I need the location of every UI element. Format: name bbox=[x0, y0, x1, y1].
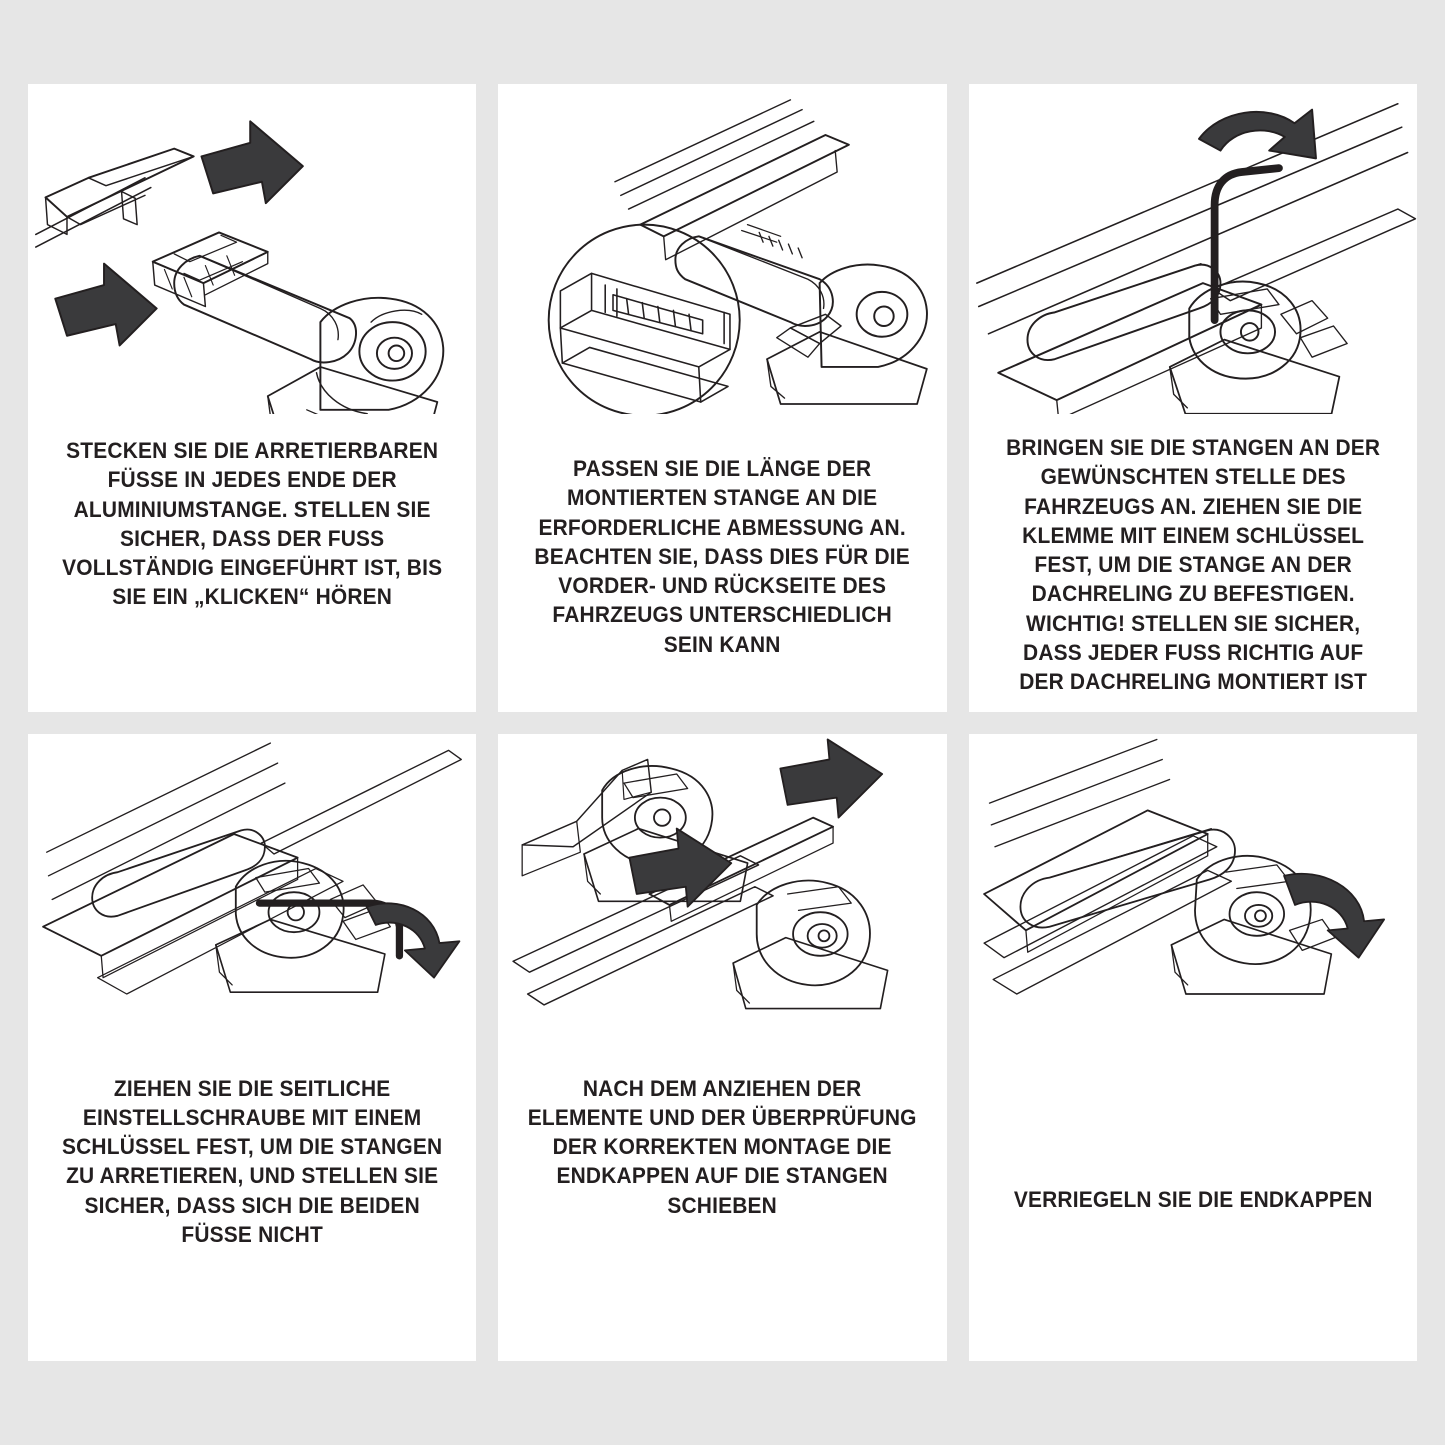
illustration-side-adjust-screw bbox=[28, 734, 476, 1034]
caption-wrap-step-3 bbox=[969, 414, 1417, 712]
caption-step-6: VERRIEGELN SIE DIE ENDKAPPEN bbox=[1013, 1186, 1373, 1212]
illustration-lock-end-caps bbox=[969, 734, 1417, 1034]
instruction-panel-step-3 bbox=[969, 84, 1417, 712]
instruction-panel-step-5 bbox=[498, 734, 946, 1362]
caption-step-3: BRINGEN SIE DIE STANGEN AN DER GEWÜNSCHTEN STELLE DES FAHRZEUGS AN. ZIEHEN SIE DIE KLEMME MIT EINEM SCHLÜSSEL FEST, UM DIE STANGE AN DER DACHRELING ZU BEFESTIGEN. WICHTIG! STELLEN SIE SICHER, DASS JEDER FUSS RICHTIG AUF DER DACHRELING MONTIERT IST bbox=[1005, 435, 1380, 695]
caption-step-2: PASSEN SIE DIE LÄNGE DER MONTIERTEN STANGE AN DIE ERFORDERLICHE ABMESSUNG AN. BEACHTEN SIE, DASS DIES FÜR DIE VORDER- UND RÜCKSEITE DES FAHRZEUGS UNTERSCHIEDLICH SEIN KANN bbox=[534, 456, 911, 657]
instruction-panel-step-1 bbox=[28, 84, 476, 712]
caption-wrap-step-1 bbox=[28, 414, 476, 712]
illustration-slide-end-caps bbox=[498, 734, 946, 1034]
caption-step-4: ZIEHEN SIE DIE SEITLICHE EINSTELLSCHRAUBE MIT EINEM SCHLÜSSEL FEST, UM DIE STANGEN ZU ARRETIEREN, UND STELLEN SIE SICHER, DASS SICH DIE BEIDEN FÜSSE NICHT bbox=[61, 1075, 443, 1247]
instruction-panel-step-4 bbox=[28, 734, 476, 1362]
caption-step-1: STECKEN SIE DIE ARRETIERBAREN FÜSSE IN JEDES ENDE DER ALUMINIUMSTANGE. STELLEN SIE SICHER, DASS DER FUSS VOLLSTÄNDIG EINGEFÜHRT IST, BIS SIE EIN „KLICKEN“ HÖREN bbox=[62, 438, 443, 610]
caption-wrap-step-2 bbox=[498, 414, 946, 712]
caption-wrap-step-4 bbox=[28, 1034, 476, 1362]
caption-wrap-step-5 bbox=[498, 1034, 946, 1362]
illustration-tighten-clamp bbox=[969, 84, 1417, 414]
instruction-panel-step-6 bbox=[969, 734, 1417, 1362]
caption-step-5: NACH DEM ANZIEHEN DER ELEMENTE UND DER ÜBERPRÜFUNG DER KORREKTEN MONTAGE DIE ENDKAPPEN AUF DIE STANGEN SCHIEBEN bbox=[528, 1075, 917, 1218]
illustration-bar-length-adjust bbox=[498, 84, 946, 414]
instruction-panel-step-2 bbox=[498, 84, 946, 712]
illustration-foot-insert bbox=[28, 84, 476, 414]
caption-wrap-step-6 bbox=[969, 1034, 1417, 1362]
